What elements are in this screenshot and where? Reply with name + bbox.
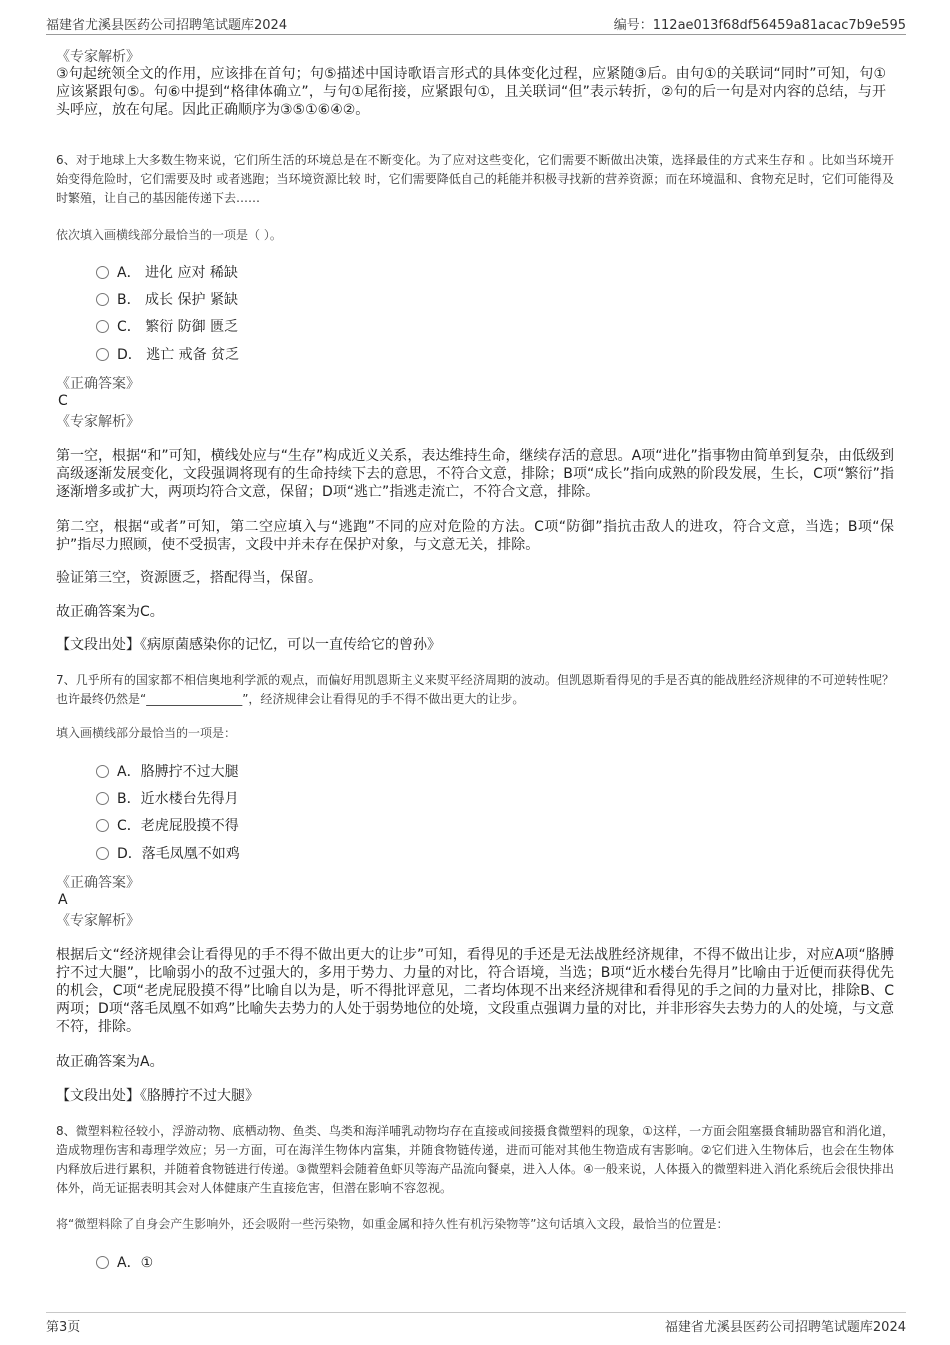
radio-icon[interactable] (96, 293, 109, 306)
q7-analysis-label: 《专家解析》 (56, 913, 140, 929)
q6-source: 【文段出处】《病原菌感染你的记忆，可以一直传给它的曾孙》 (56, 637, 441, 653)
q6-option-c[interactable]: C． 繁衍 防御 匮乏 (96, 316, 238, 338)
q7-source: 【文段出处】《胳膊拧不过大腿》 (56, 1088, 259, 1104)
radio-icon[interactable] (96, 266, 109, 279)
header-title: 福建省尤溪县医药公司招聘笔试题库2024 (46, 18, 288, 33)
footer-title: 福建省尤溪县医药公司招聘笔试题库2024 (664, 1320, 906, 1335)
q7-option-b[interactable]: B．近水楼台先得月 (96, 788, 239, 810)
q6-analysis-p1: 第一空，根据“和”可知，横线处应与“生存”构成近义关系，表达维持生命，继续存活的意思。A项“进化”指事物由简单到复杂，由低级到高级逐渐发展变化，文段强调将现有的生命持续下去的意思，不符合文意，排除；B项“成长”指向成熟的阶段发展，生长，C项“繁衍”指逐渐增多或扩大，两项均符合文意，保留；D项“逃亡”指逃走流亡，不符合文意，排除。 (56, 448, 894, 500)
page-footer (46, 1312, 906, 1335)
q6-analysis-p4: 故正确答案为C。 (56, 604, 164, 620)
q7-option-d[interactable]: D．落毛凤凰不如鸡 (96, 843, 240, 865)
q7-answer: A (58, 892, 68, 908)
q7-prompt: 填入画横线部分最恰当的一项是： (56, 726, 237, 740)
q6-analysis-label: 《专家解析》 (56, 414, 140, 430)
q7-option-c[interactable]: C．老虎屁股摸不得 (96, 815, 239, 837)
q8-prompt: 将“微塑料除了自身会产生影响外，还会吸附一些污染物，如重金属和持久性有机污染物等”这句话填入文段，最恰当的位置是： (56, 1217, 729, 1231)
radio-icon[interactable] (96, 1256, 109, 1269)
q5-analysis: ③句起统领全文的作用，应该排在首句；句⑤描述中国诗歌语言形式的具体变化过程，应紧随③后。由句①的关联词“同时”可知，句①应该紧跟句⑤。句⑥中提到“格律体确立”，与句①尾衔接，应紧跟句①，且关联词“但”表示转折，②句的后一句是对内容的总结，与开头呼应，放在句尾。因此正确顺序为③⑤①⑥④②。 (56, 66, 886, 118)
q6-prompt: 依次填入画横线部分最恰当的一项是（ ）。 (56, 228, 282, 242)
radio-icon[interactable] (96, 320, 109, 333)
q7-analysis-p2: 故正确答案为A。 (56, 1054, 164, 1070)
radio-icon[interactable] (96, 348, 109, 361)
q7-stem: 7、几乎所有的国家都不相信奥地利学派的观点，而偏好用凯恩斯主义来熨平经济周期的波动。但凯恩斯看得见的手是否真的能战胜经济规律的不可逆转性呢？也许最终仍然是“________________”，经济规律会让看得见的手不得不做出更大的让步。 (56, 673, 894, 706)
page-number: 第3页 (46, 1320, 81, 1335)
q8-stem: 8、微塑料粒径较小，浮游动物、底栖动物、鱼类、鸟类和海洋哺乳动物均存在直接或间接摄食微塑料的现象，①这样，一方面会阻塞摄食辅助器官和消化道，造成物理伤害和毒理学效应；另一方面，可在海洋生物体内富集，并随食物链传递，进而可能对其他生物造成有害影响。②它们进入生物体后，也会在生物体内释放后进行累积，并随着食物链进行传递。③微塑料会随着鱼虾贝等海产品流向餐桌，进入人体。④一般来说，人体摄入的微塑料进入消化系统后会很快排出体外，尚无证据表明其会对人体健康产生直接危害，但潜在影响不容忽视。 (56, 1124, 894, 1195)
q6-analysis-p3: 验证第三空，资源匮乏，搭配得当，保留。 (56, 570, 322, 586)
radio-icon[interactable] (96, 819, 109, 832)
header-code: 编号：112ae013f68df56459a81acac7b9e595 (613, 18, 906, 33)
q7-answer-label: 《正确答案》 (56, 875, 140, 891)
page-header (46, 12, 906, 35)
q8-option-a[interactable]: A．① (96, 1252, 153, 1274)
q6-answer: C (58, 393, 68, 409)
radio-icon[interactable] (96, 792, 109, 805)
q6-option-d[interactable]: D． 逃亡 戒备 贫乏 (96, 344, 239, 366)
q6-answer-label: 《正确答案》 (56, 376, 140, 392)
q7-analysis-p1: 根据后文“经济规律会让看得见的手不得不做出更大的让步”可知，看得见的手还是无法战胜经济规律，不得不做出让步，对应A项“胳膊拧不过大腿”，比喻弱小的敌不过强大的，多用于势力、力量的对比，符合语境，当选；B项“近水楼台先得月”比喻由于近便而获得优先的机会，C项“老虎屁股摸不得”比喻自以为是，听不得批评意见，二者均体现不出来经济规律和看得见的手之间的力量对比，排除B、C两项；D项“落毛凤凰不如鸡”比喻失去势力的人处于弱势地位的处境，文段重点强调力量的对比，并非形容失去势力的人的处境，与文意不符，排除。 (56, 947, 894, 1035)
q5-analysis-label: 《专家解析》 (56, 49, 140, 65)
radio-icon[interactable] (96, 847, 109, 860)
q7-option-a[interactable]: A．胳膊拧不过大腿 (96, 761, 239, 783)
q6-analysis-p2: 第二空，根据“或者”可知，第二空应填入与“逃跑”不同的应对危险的方法。C项“防御”指抗击敌人的进攻，符合文意，当选；B项“保护”指尽力照顾，使不受损害，文段中并未存在保护对象，与文意无关，排除。 (56, 519, 894, 553)
q6-stem: 6、对于地球上大多数生物来说，它们所生活的环境总是在不断变化。为了应对这些变化，它们需要不断做出决策，选择最佳的方式来生存和 。比如当环境开始变得危险时，它们需要及时 或者逃跑；当环境资源比较 时，它们需要降低自己的耗能并积极寻找新的营养资源；而在环境温和、食物充足时，它们可能得及时繁殖，让自己的基因能传递下去…… (56, 153, 894, 205)
q6-option-b[interactable]: B． 成长 保护 紧缺 (96, 289, 238, 311)
q6-option-a[interactable]: A． 进化 应对 稀缺 (96, 262, 238, 284)
radio-icon[interactable] (96, 765, 109, 778)
